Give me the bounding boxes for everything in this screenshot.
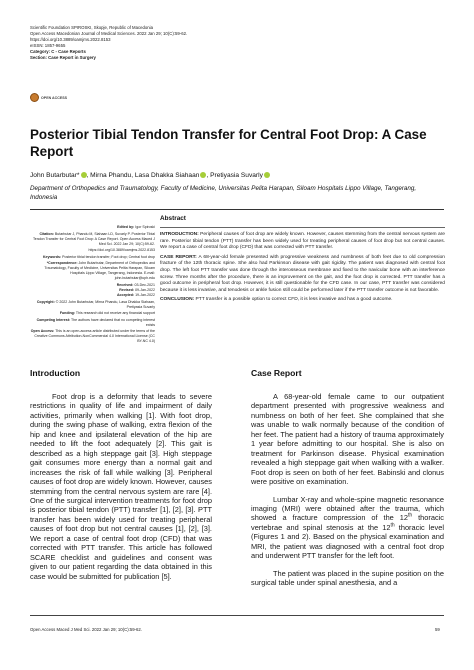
case-report-text: Lumbar X-ray and whole-spine magnetic resonance imaging (MRI) were obtained after the trauma, which showed a fracture compression of the 12 [251,494,444,523]
open-access-icon [30,93,39,102]
sidebar-label: Competing Interest: [36,317,71,322]
ordinal-suffix: th [407,512,413,519]
sidebar-label: Open Access: [30,329,55,334]
abstract-label: CONCLUSION: [160,297,195,303]
open-access-label: OPEN ACCESS [41,95,68,100]
article-title: Posterior Tibial Tendon Transfer for Central Foot Drop: A Case Report [30,127,427,159]
author-list [30,171,445,180]
section-line: Section: Case Report in Surgery [30,55,96,61]
sidebar-entry [30,248,155,253]
sidebar-text: 09-Jan-2022 [134,288,155,293]
open-access-logo [30,93,67,102]
abstract-case-report [160,255,445,295]
abstract-label: CASE REPORT: [160,254,197,260]
article-info-sidebar [30,225,155,346]
sidebar-label: Accepted: [116,293,135,298]
sidebar-text: John Butarbutar, Department of Orthopedics and Traumatology, Faculty of Medicine, Universitas Pelita Harapan, Siloam Hospitals Lippo Village, Tangerang, Indonesia. E-mail: john.butarbutar@uph.edu [44,261,155,281]
sidebar-text: © 2022 John Butarbutar, Mirna Phandu, Lasa Dhakka Siahaan, Pretiyasia Suvarly [54,299,155,309]
sidebar-text: 19-Jan-2022 [134,293,155,298]
sidebar-label: Received: [116,282,134,287]
sidebar-text: 03-Dec-2021 [133,282,155,287]
sidebar-text: The authors have declared that no competing interest exists [70,317,155,327]
sidebar-label: Edited by: [117,225,135,229]
header-divider [30,209,444,210]
sidebar-label: Citation: [39,231,54,236]
case-report-paragraph: The patient was placed in the supine position on the surgical table under spinal anesthesia, and a [251,568,444,588]
doi-link[interactable]: https://doi.org/10.3889/oamjms.2022.8153 [30,37,111,43]
sidebar-doi-link[interactable]: https://doi.org/10.3889/oamjms.2022.8153 [88,248,155,253]
case-report-paragraph: A 68-year-old female came to our outpatient department presented with progressive weakness and numbness on both of her feet. She complained that she was unable to walk normally because of the condition of her feet. The patient had a history of trauma approximately 1 year before admitting to our hospital. She is also on treatment for Parkinson disease. Physical examination revealed a high steppage gait when walking with a walker. Foot drop is seen on both of her feet. Babinski and clonus were positive on examination. [251,392,444,487]
introduction-paragraph: Foot drop is a deformity that leads to severe restrictions in quality of life and impairment of daily activities, primarily when walking [1]. With foot drop, during the swing phase of walking, extra flexion of the hip and knee and ipsilateral elevation of the hip are needed to lift the foot adequately [2]. This gait is described as a high steppage gait [3]. High steppage gait consumes more energy than a normal gait and increases the risk of fall while walking [3]. Peripheral causes of foot drop are widely known. However, causes stemming from the central nervous system are rare [4]. One of the surgical intervention treatments for foot drop is posterior tibial tendon (PTT) transfer [1], [2], [3]. PTT transfer has been widely used for treating peripheral causes of foot drop but not central causes [1], [2], [3]. We report a case of central foot drop (CFD) that was corrected with PTT transfer. This article has followed SCARE checklist and guidelines and consent was given to our patient regarding the data obtained in this case would be submitted for publication [5]. [30,392,212,581]
sidebar-entry [30,283,155,298]
sidebar-label: *Correspondence: [46,261,78,266]
case-report-body [251,392,444,596]
sidebar-text: This is an open-access article distributed under the terms of the Creative Commons Attribution-NonCommercial 4.0 International License (CC BY-NC 4.0) [34,329,155,344]
introduction-body [30,392,212,589]
author-separator: , [86,172,91,179]
abstract-label: INTRODUCTION: [160,232,199,237]
footer-divider [30,615,444,616]
abstract-text: A 68-year-old female presented with progressive weakness and numbness of both feet due to old compression fracture of the 12th thoracic spine. She also had Parkinson disease with gait rigidity. The patient was diagnosed with central foot drop. The left foot PTT transfer was done through the interosseous membrane and fixed to the navicular bone with an interference screw. Three months after the procedure, there is an improvement on the gait, and the foot drop is corrected. PTT transfer has a good outcome in peripheral foot drop. However, it is still questionable for the CFD case. In our case, PTT transfer was considered because it is less invasive, and tenodesis or ankle fusion still could be performed later if the PTT transfer outcome is not favorable. [160,254,445,293]
author-name: John Butarbutar* [30,172,80,179]
sidebar-text: Butarbutar J, Phandu M, Siahaan LD, Suvarly P. Posterior Tibial Tendon Transfer for Central Foot Drop: A Case Report. Open Access Maced J Med Sci. 2022 Jan 29; 10(C):59-62. [32,231,155,246]
author-name: Mirna Phandu, Lasa Dhakka Siahaan [90,172,200,179]
sidebar-text: Igor Spiroski [134,225,155,229]
sidebar-entry [30,300,155,310]
orcid-icon[interactable] [264,172,270,178]
sidebar-entry [30,255,155,260]
sidebar-entry [30,225,155,230]
abstract-divider [160,227,445,228]
case-report-text: thoracic level (Figures 1 and 2). Based on the physical examination and MRI, the patient was diagnosed with a central foot drop and underwent PTT transfer for the left foot. [251,522,444,561]
ordinal-suffix: th [390,522,395,529]
case-report-text: thoracic vertebrae and spinal stenosis at the 12 [251,513,444,532]
sidebar-entry [30,311,155,316]
journal-citation-line: Open Access Macedonian Journal of Medical Sciences. 2022 Jan 29; 10(C):59-62. [30,31,188,37]
sidebar-entry [30,261,155,281]
sidebar-text: Posterior tibial tendon transfer; Foot drop; Central foot drop [61,254,155,259]
abstract-block [160,215,445,307]
abstract-introduction [160,232,445,252]
abstract-text: PTT transfer is a possible option to correct CFD, it is less invasive and has a good outcome. [194,297,393,303]
category-line: Category: C - Case Reports [30,49,86,55]
page-number: 59 [435,627,440,632]
sidebar-entry [30,329,155,344]
sidebar-text: This research did not receive any financial support [75,311,155,316]
case-report-heading: Case Report [251,368,302,378]
sidebar-label: Copyright: [36,299,55,304]
sidebar-label: Funding: [59,311,76,316]
sidebar-label: Keywords: [43,254,62,259]
author-name: Pretiyasia Suvarly [210,172,263,179]
abstract-conclusion [160,297,445,304]
abstract-text: Peripheral causes of foot drop are widely known. However, causes stemming from the central nervous system are rare. Posterior tibial tendon (PTT) transfer has been widely used for treating peripheral causes of foot drop but not central causes. We report a case of central foot drop (CFD) that was corrected with PTT transfer. [160,232,445,251]
sidebar-entry [30,318,155,328]
case-report-paragraph [251,495,444,561]
footer-citation: Open Access Maced J Med Sci. 2022 Jan 29; 10(C):59-62. [30,627,143,632]
journal-metadata [30,25,270,62]
eissn-line: eISSN: 1857-9655 [30,43,66,49]
author-separator: , [206,172,211,179]
sidebar-entry [30,232,155,247]
abstract-heading: Abstract [160,215,186,222]
publisher-line: Scientific Foundation SPIROSKI, Skopje, Republic of Macedonia [30,25,154,30]
sidebar-label: Revised: [119,288,135,293]
introduction-heading: Introduction [30,368,81,378]
affiliation: Department of Orthopedics and Traumatology, Faculty of Medicine, Universitas Pelita Harapan, Siloam Hospitals Lippo Village, Tangerang, Indonesia [30,185,417,201]
